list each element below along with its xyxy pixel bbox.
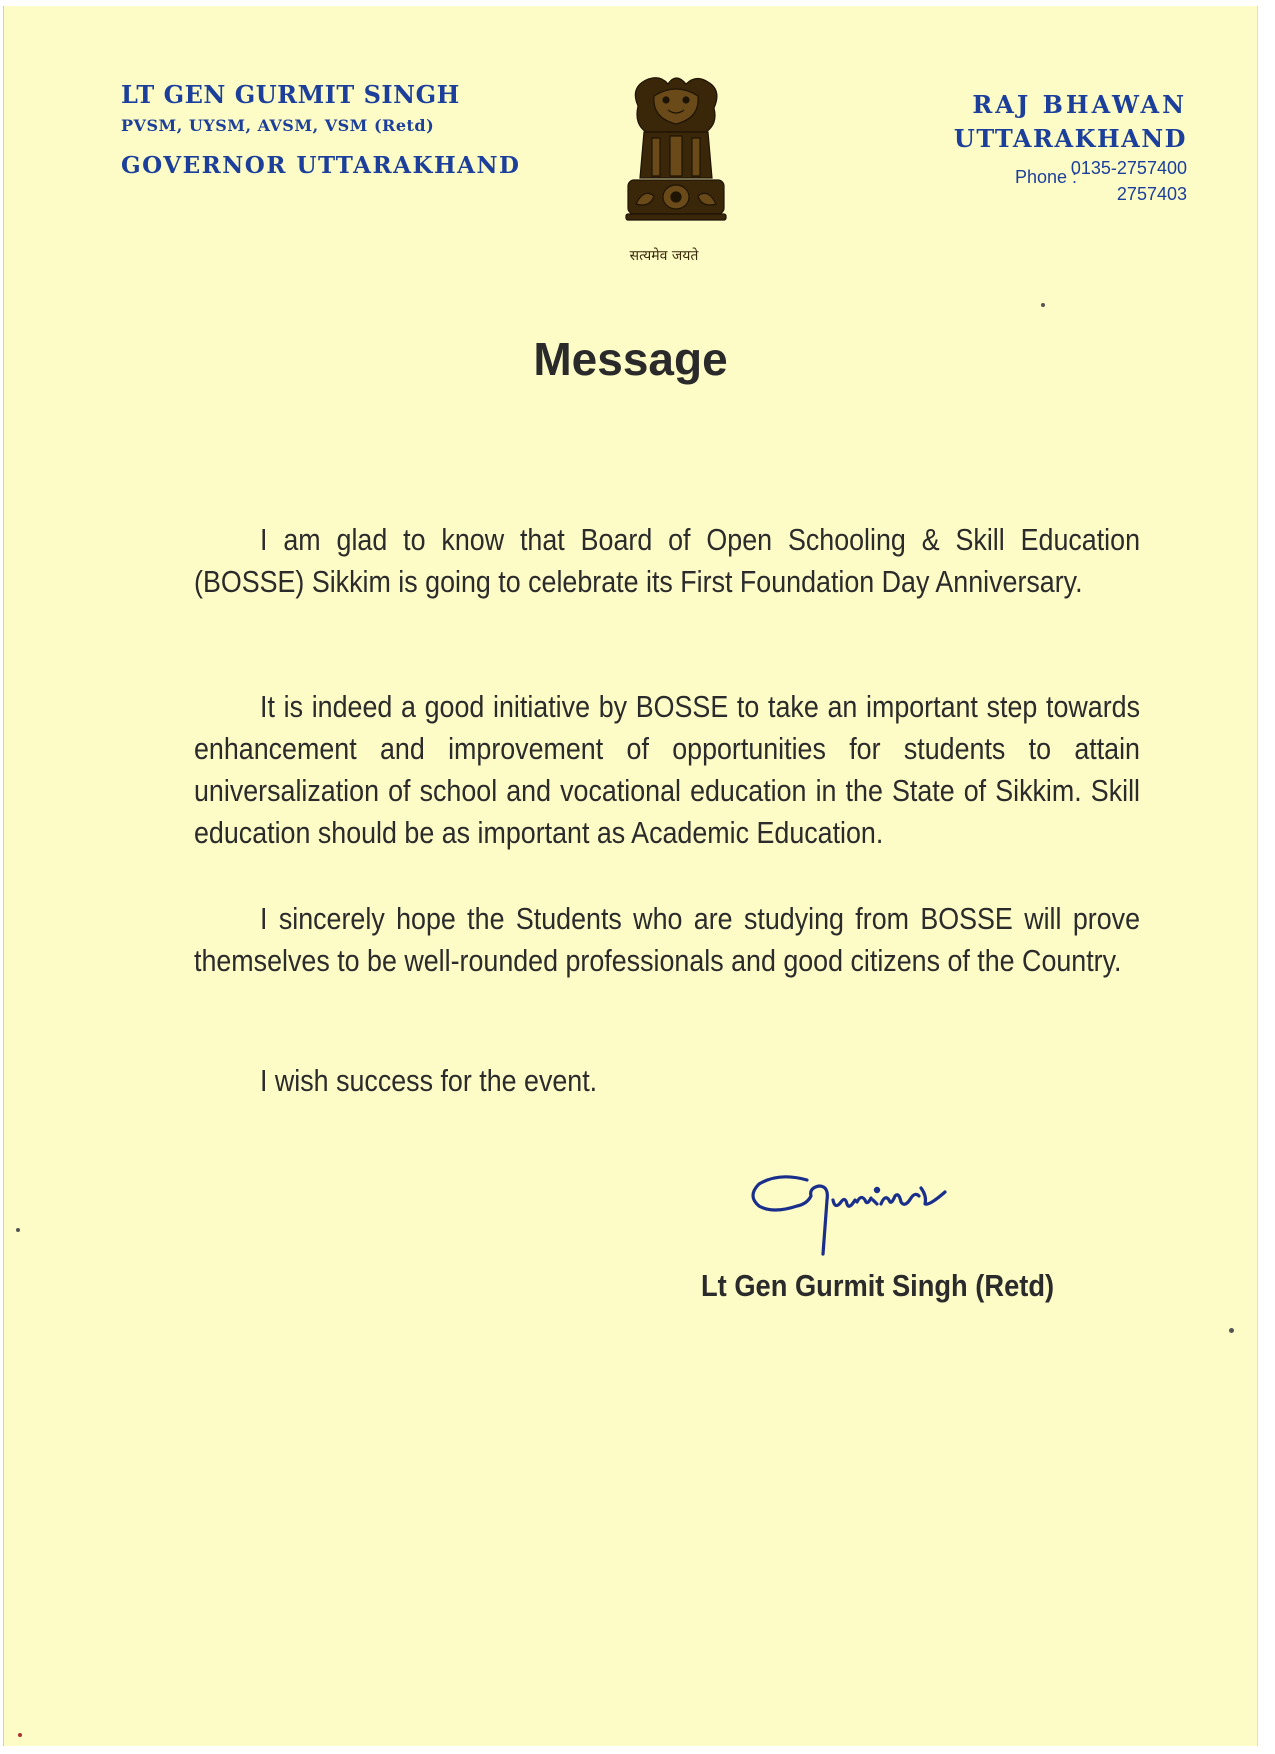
message-paragraph-4: I wish success for the event. bbox=[260, 1064, 598, 1098]
paper-speck bbox=[18, 1733, 22, 1737]
phone-number-secondary: 2757403 bbox=[1116, 184, 1187, 204]
sender-name: LT GEN GURMIT SINGH bbox=[121, 80, 460, 109]
message-paragraph-2: It is indeed a good initiative by BOSSE to take an important step towards enhancement and improvement of opportunities for students to attain universalization of school and vocational education in the State of Sikkim. Skill education should be as important as Academic Education. bbox=[194, 690, 1140, 850]
paper-speck bbox=[1041, 303, 1045, 307]
letter-page bbox=[3, 6, 1258, 1746]
office-state: UTTARAKHAND bbox=[953, 124, 1187, 153]
emblem-motto: सत्यमेव जयते bbox=[629, 248, 699, 264]
message-title: Message bbox=[533, 333, 728, 385]
signatory-name: Lt Gen Gurmit Singh (Retd) bbox=[701, 1268, 1055, 1303]
office-name: RAJ BHAWAN bbox=[972, 90, 1187, 119]
handwritten-signature bbox=[749, 1166, 989, 1261]
sender-honours: PVSM, UYSM, AVSM, VSM (Retd) bbox=[121, 116, 435, 135]
state-emblem-icon bbox=[616, 66, 736, 241]
message-paragraph-1: I am glad to know that Board of Open Schooling & Skill Education (BOSSE) Sikkim is going to celebrate its First Foundation Day Anniversary. bbox=[194, 523, 1140, 599]
phone-number-primary: 0135-2757400 bbox=[1070, 158, 1187, 178]
sender-post: GOVERNOR UTTARAKHAND bbox=[121, 152, 521, 179]
paper-speck bbox=[1229, 1328, 1234, 1333]
paper-speck bbox=[16, 1228, 20, 1232]
phone-label: Phone : bbox=[1015, 167, 1078, 187]
message-paragraph-3: I sincerely hope the Students who are studying from BOSSE will prove themselves to be well-rounded professionals and good citizens of the Country. bbox=[194, 902, 1140, 978]
